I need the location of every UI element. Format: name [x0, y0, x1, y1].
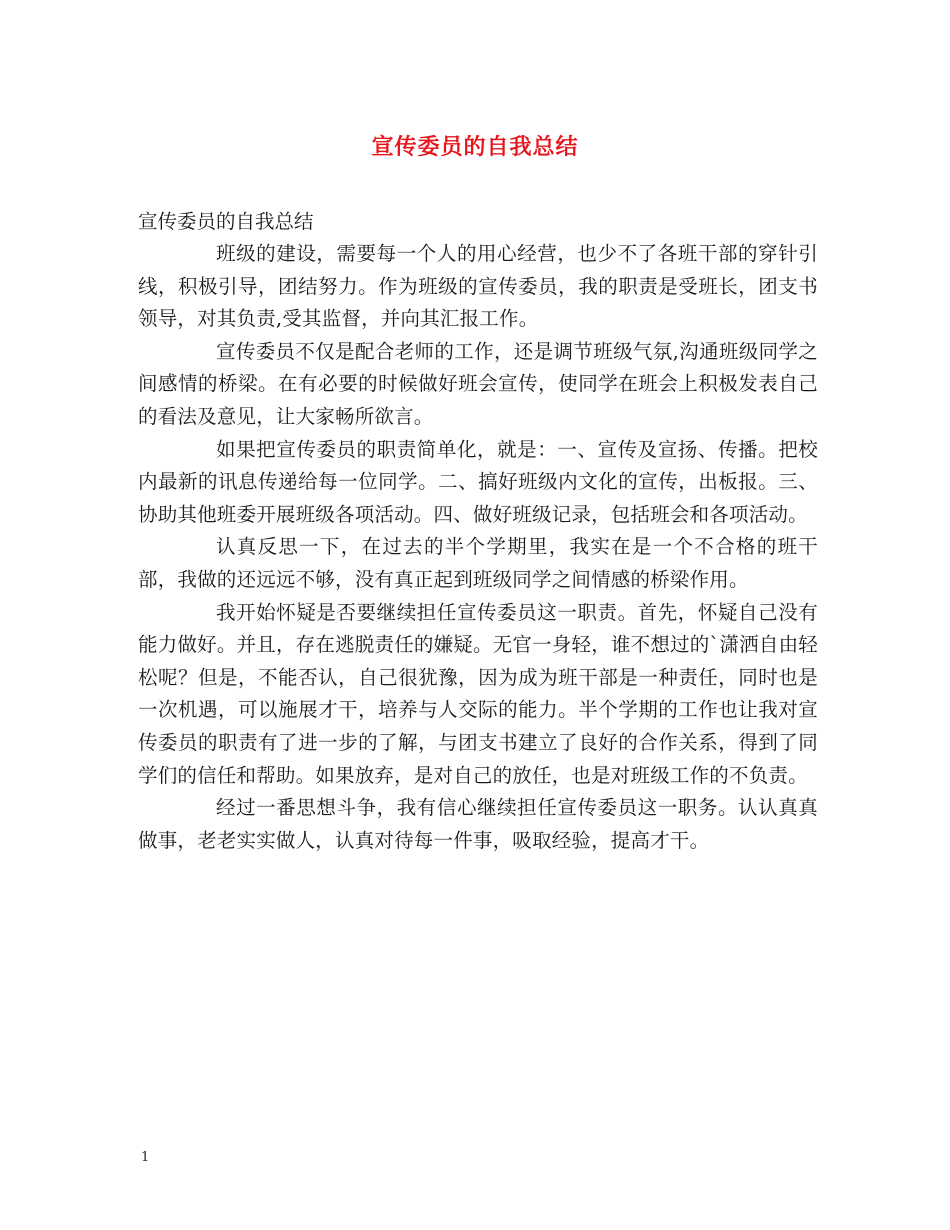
- document-body: [138, 206, 818, 857]
- paragraph-4: 认真反思一下，在过去的半个学期里，我实在是一个不合格的班干部，我做的还远远不够，没有真正起到班级同学之间情感的桥梁作用。: [138, 535, 818, 591]
- document-title: 宣传委员的自我总结: [371, 134, 579, 160]
- paragraph-3: 如果把宣传委员的职责简单化，就是：一、宣传及宣扬、传播。把校内最新的讯息传递给每一位同学。二、搞好班级内文化的宣传，出板报。三、协助其他班委开展班级各项活动。四、做好班级记录，包括班会和各项活动。: [138, 437, 818, 526]
- page-number: 1: [141, 1150, 150, 1165]
- paragraph-5: 我开始怀疑是否要继续担任宣传委员这一职责。首先，怀疑自己没有能力做好。并且，存在逃脱责任的嫌疑。无官一身轻，谁不想过的`潇洒自由轻松呢？但是，不能否认，自己很犹豫，因为成为班干部是一种责任，同时也是一次机遇，可以施展才干，培养与人交际的能力。半个学期的工作也让我对宣传委员的职责有了进一步的了解，与团支书建立了良好的合作关系，得到了同学们的信任和帮助。如果放弃，是对自己的放任，也是对班级工作的不负责。: [138, 600, 818, 787]
- paragraph-2: 宣传委员不仅是配合老师的工作，还是调节班级气氛,沟通班级同学之间感情的桥梁。在有必要的时候做好班会宣传，使同学在班会上积极发表自己的看法及意见，让大家畅所欲言。: [138, 339, 818, 428]
- paragraph-6: 经过一番思想斗争，我有信心继续担任宣传委员这一职务。认认真真做事，老老实实做人，认真对待每一件事，吸取经验，提高才干。: [138, 796, 818, 852]
- document-subtitle: 宣传委员的自我总结: [138, 210, 314, 233]
- paragraph-1: 班级的建设，需要每一个人的用心经营，也少不了各班干部的穿针引线，积极引导，团结努力。作为班级的宣传委员，我的职责是受班长，团支书领导，对其负责,受其监督，并向其汇报工作。: [138, 242, 818, 331]
